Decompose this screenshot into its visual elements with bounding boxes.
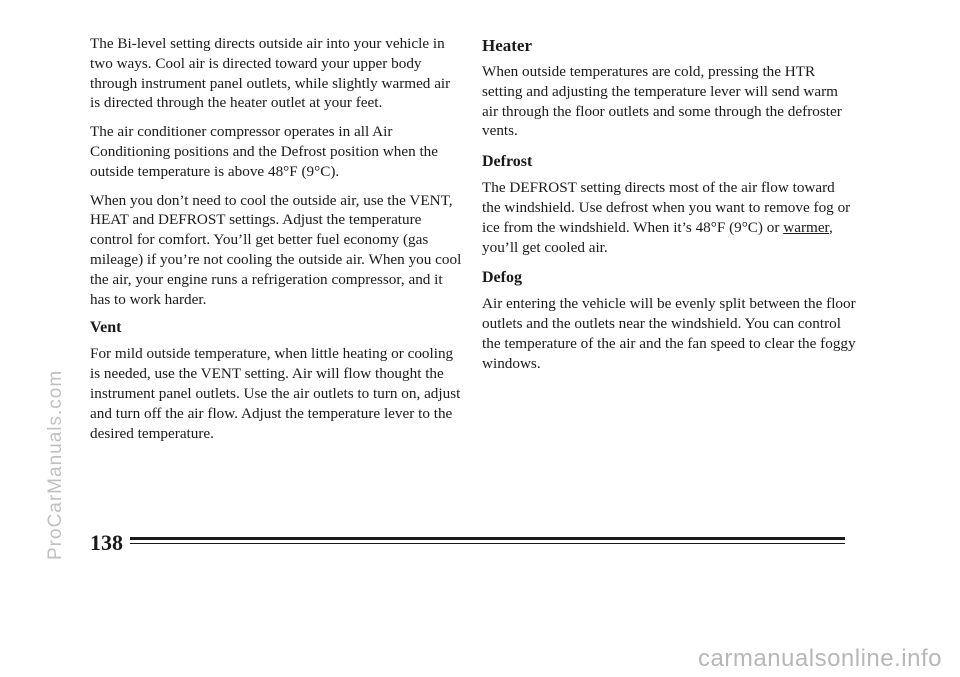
page-number: 138 — [90, 530, 123, 555]
footer-rule-thin — [130, 543, 845, 544]
defrost-heading: Defrost — [482, 153, 533, 171]
heater-paragraph: When outside temperatures are cold, pressing the HTR setting and adjusting the temperature lever will send warm air through the floor outlets and some through the defroster vents. — [482, 63, 842, 140]
vent-paragraph: For mild outside temperature, when little heating or cooling is needed, use the VENT setting. Air will flow thought the instrument panel outlets. Use the air outlets to turn on, adjust and turn off the air flow. Adjust the temperature lever to the desired temperature. — [90, 345, 461, 442]
defrost-text-start: The DEFROST setting directs most of the air flow toward the windshield. Use defrost when you want to remove fog or ice from the windshield. When it’s 48°F (9°C) or — [482, 179, 851, 236]
heater-heading: Heater — [482, 36, 533, 55]
left-column — [90, 34, 462, 452]
economy-paragraph: When you don’t need to cool the outside air, use the VENT, HEAT and DEFROST settings. Adjust the temperature control for comfort. You’ll get better fuel economy (gas mileage) if you’re not cooling the outside air. When you cool the air, your engine runs a refrigeration compressor, and it has to work harder. — [90, 191, 462, 308]
compressor-paragraph: The air conditioner compressor operates in all Air Conditioning positions and the Defrost position when the outside temperature is above 48°F (9°C). — [90, 123, 439, 180]
defrost-text-underlined: warmer — [783, 218, 830, 236]
bilevel-paragraph: The Bi-level setting directs outside air into your vehicle in two ways. Cool air is directed toward your upper body through instrument panel outlets, while slightly warmed air is directed through the heater outlet at your feet. — [90, 35, 451, 112]
right-column — [482, 34, 857, 385]
defrost-text-end: , you’ll get cooled air. — [482, 218, 833, 256]
defog-heading: Defog — [482, 269, 522, 287]
bottom-watermark: carmanualsonline.info — [698, 645, 942, 672]
vent-heading: Vent — [90, 319, 122, 337]
side-watermark: ProCarManuals.com — [45, 369, 66, 560]
defog-paragraph: Air entering the vehicle will be evenly split between the floor outlets and the outlets near the windshield. You can control the temperature of the air and the fan speed to clear the foggy windows. — [482, 295, 856, 372]
defrost-paragraph — [482, 178, 857, 257]
footer-rule-thick — [130, 537, 845, 540]
